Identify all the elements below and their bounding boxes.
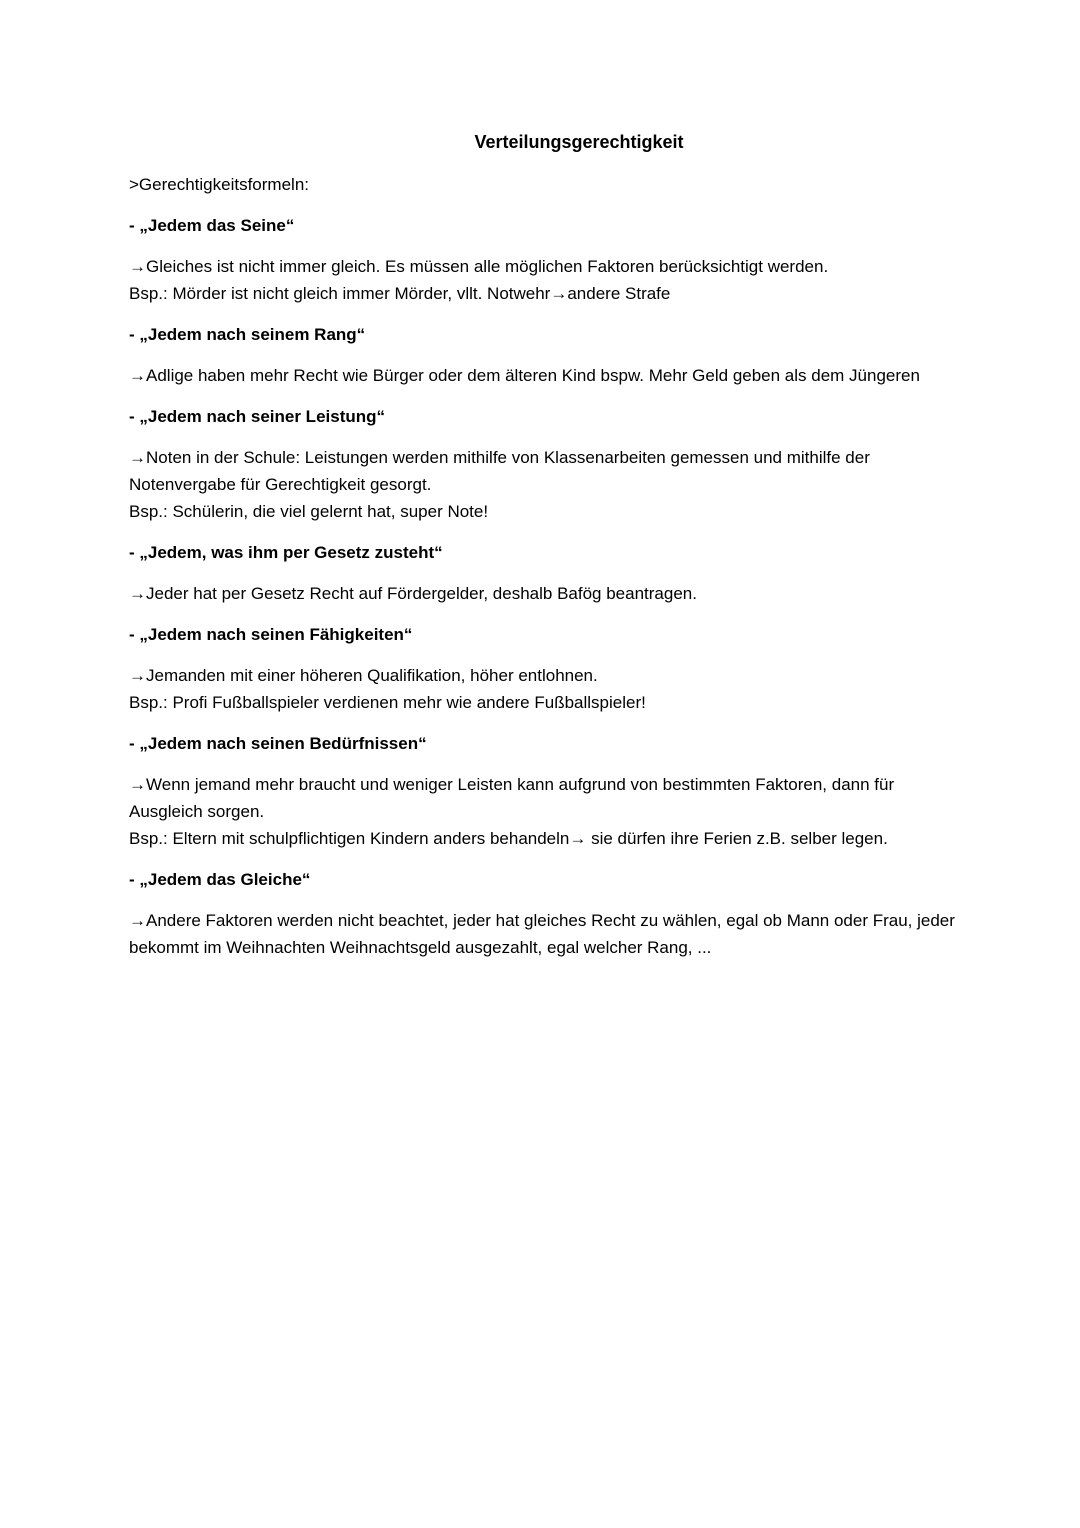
body-line: →Wenn jemand mehr braucht und weniger Leisten kann aufgrund von bestimmten Faktoren, dann für xyxy=(129,775,895,794)
section-heading: - „Jedem das Seine“ xyxy=(129,216,295,235)
section-jedem-das-gleiche xyxy=(129,866,1029,961)
body-line: →Gleiches ist nicht immer gleich. Es müssen alle möglichen Faktoren berücksichtigt werden. xyxy=(129,257,829,276)
section-heading: - „Jedem das Gleiche“ xyxy=(129,870,311,889)
section-body xyxy=(129,771,1029,852)
body-line: Bsp.: Mörder ist nicht gleich immer Mörder, vllt. Notwehr→andere Strafe xyxy=(129,284,671,303)
body-line: →Noten in der Schule: Leistungen werden mithilfe von Klassenarbeiten gemessen und mithilfe der xyxy=(129,448,870,467)
body-line: →Jemanden mit einer höheren Qualifikation, höher entlohnen. xyxy=(129,666,598,685)
section-body xyxy=(129,907,1029,961)
section-body xyxy=(129,253,1029,307)
section-heading: - „Jedem nach seiner Leistung“ xyxy=(129,407,386,426)
section-heading: - „Jedem nach seinen Fähigkeiten“ xyxy=(129,625,413,644)
section-body xyxy=(129,662,1029,716)
body-line: →Andere Faktoren werden nicht beachtet, jeder hat gleiches Recht zu wählen, egal ob Mann oder Frau, jeder xyxy=(129,911,955,930)
section-jedem-nach-seiner-leistung xyxy=(129,403,1029,525)
body-line: →Jeder hat per Gesetz Recht auf Fördergelder, deshalb Bafög beantragen. xyxy=(129,584,697,603)
section-jedem-nach-beduerfnissen xyxy=(129,730,1029,852)
section-jedem-nach-faehigkeiten xyxy=(129,621,1029,716)
section-heading: - „Jedem nach seinem Rang“ xyxy=(129,325,366,344)
body-line: Notenvergabe für Gerechtigkeit gesorgt. xyxy=(129,475,432,494)
intro-text: >Gerechtigkeitsformeln: xyxy=(129,175,309,194)
section-heading: - „Jedem, was ihm per Gesetz zusteht“ xyxy=(129,543,443,562)
body-line: Bsp.: Schülerin, die viel gelernt hat, super Note! xyxy=(129,502,489,521)
section-body xyxy=(129,580,1029,607)
body-line: Bsp.: Eltern mit schulpflichtigen Kindern anders behandeln→ sie dürfen ihre Ferien z.B. selber legen. xyxy=(129,829,888,848)
document-body xyxy=(129,171,1029,975)
body-line: Bsp.: Profi Fußballspieler verdienen mehr wie andere Fußballspieler! xyxy=(129,693,646,712)
body-line: bekommt im Weihnachten Weihnachtsgeld ausgezahlt, egal welcher Rang, ... xyxy=(129,938,712,957)
section-body xyxy=(129,444,1029,525)
section-body xyxy=(129,362,1029,389)
section-jedem-nach-seinem-rang xyxy=(129,321,1029,389)
section-heading: - „Jedem nach seinen Bedürfnissen“ xyxy=(129,734,427,753)
body-line: →Adlige haben mehr Recht wie Bürger oder dem älteren Kind bspw. Mehr Geld geben als dem Jüngeren xyxy=(129,366,920,385)
section-jedem-das-seine xyxy=(129,212,1029,307)
section-jedem-per-gesetz xyxy=(129,539,1029,607)
body-line: Ausgleich sorgen. xyxy=(129,802,265,821)
document-title: Verteilungsgerechtigkeit xyxy=(474,132,684,152)
